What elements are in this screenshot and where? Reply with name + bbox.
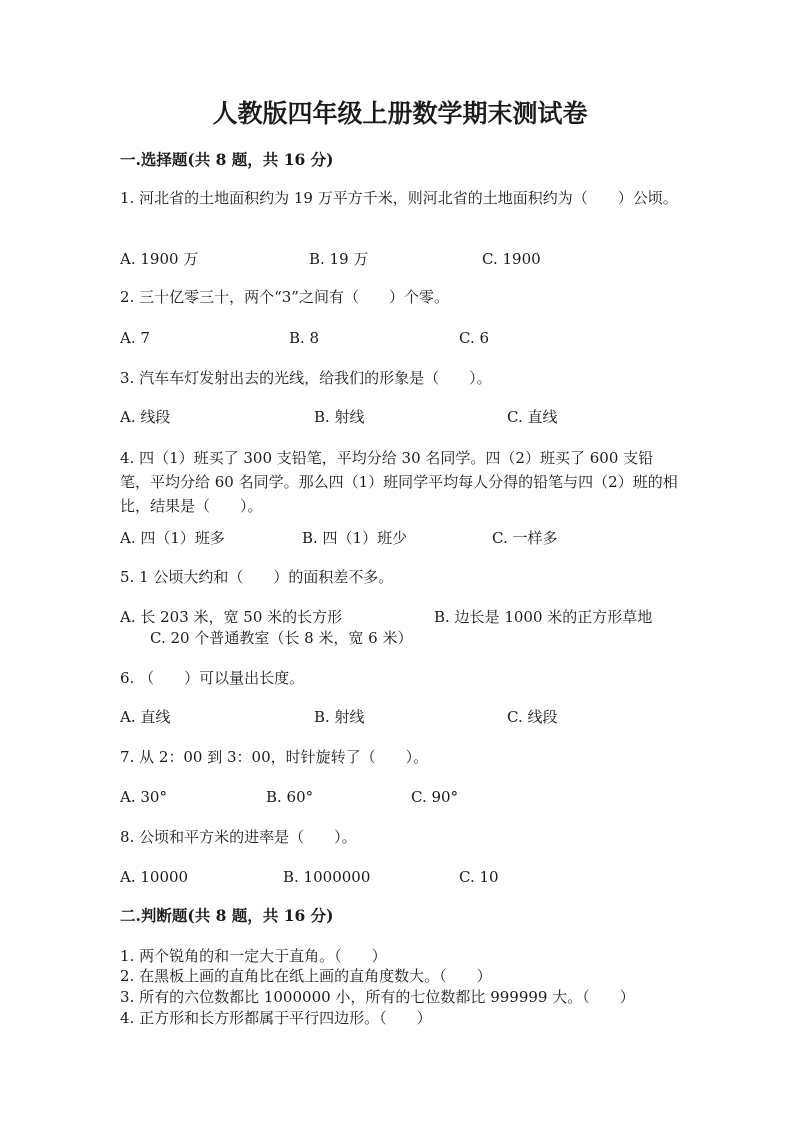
- true-false-item-3: 3. 所有的六位数都比 1000000 小，所有的七位数都比 999999 大。（ ）: [120, 988, 635, 1006]
- true-false-item-2: 2. 在黑板上画的直角比在纸上画的直角度数大。（ ）: [120, 967, 492, 985]
- question-7-option-a: A. 30°: [120, 788, 167, 806]
- question-8-option-c: C. 10: [459, 868, 499, 886]
- section-heading-choice: 一.选择题(共 8 题，共 16 分): [120, 150, 334, 169]
- question-4-option-a: A. 四（1）班多: [120, 529, 225, 547]
- question-3-option-b: B. 射线: [314, 408, 365, 426]
- question-7-option-c: C. 90°: [411, 788, 459, 806]
- question-4-option-b: B. 四（1）班少: [302, 529, 408, 547]
- question-5-option-c: C. 20 个普通教室（长 8 米，宽 6 米）: [150, 629, 413, 647]
- question-1-option-c: C. 1900: [482, 250, 541, 268]
- question-2-option-b: B. 8: [289, 329, 320, 347]
- true-false-item-4: 4. 正方形和长方形都属于平行四边形。（ ）: [120, 1009, 432, 1027]
- question-1-stem: 1. 河北省的土地面积约为 19 万平方千米，则河北省的土地面积约为（ ）公顷。: [120, 189, 678, 207]
- question-6-option-a: A. 直线: [120, 708, 171, 726]
- page-title: 人教版四年级上册数学期末测试卷: [212, 99, 588, 128]
- question-2-option-c: C. 6: [459, 329, 490, 347]
- question-4-stem: 4. 四（1）班买了 300 支铅笔，平均分给 30 名同学。四（2）班买了 600 支铅笔，平均分给 60 名同学。那么四（1）班同学平均每人分得的铅笔与四（2）班的相比，结果是（ ）。: [120, 449, 678, 515]
- question-5-option-b: B. 边长是 1000 米的正方形草地: [434, 608, 653, 626]
- question-3-stem: 3. 汽车车灯发射出去的光线，给我们的形象是（ ）。: [120, 369, 492, 387]
- question-3-option-c: C. 直线: [507, 408, 558, 426]
- question-7-option-b: B. 60°: [266, 788, 314, 806]
- question-1-option-a: A. 1900 万: [120, 250, 199, 268]
- question-1-option-b: B. 19 万: [309, 250, 369, 268]
- question-8-option-b: B. 1000000: [283, 868, 371, 886]
- question-8-option-a: A. 10000: [120, 868, 189, 886]
- true-false-item-1: 1. 两个锐角的和一定大于直角。（ ）: [120, 947, 387, 965]
- question-7-stem: 7. 从 2：00 到 3：00，时针旋转了（ ）。: [120, 748, 429, 766]
- question-4-option-c: C. 一样多: [492, 529, 558, 547]
- question-5-stem: 5. 1 公顷大约和（ ）的面积差不多。: [120, 568, 394, 586]
- question-3-option-a: A. 线段: [120, 408, 171, 426]
- question-6-option-b: B. 射线: [314, 708, 365, 726]
- question-6-option-c: C. 线段: [507, 708, 558, 726]
- question-6-stem: 6. （ ）可以量出长度。: [120, 669, 305, 687]
- section-heading-true-false: 二.判断题(共 8 题，共 16 分): [120, 906, 334, 925]
- question-2-stem: 2. 三十亿零三十，两个“3”之间有（ ）个零。: [120, 288, 449, 306]
- question-2-option-a: A. 7: [120, 329, 150, 347]
- question-8-stem: 8. 公顷和平方米的进率是（ ）。: [120, 828, 357, 846]
- question-5-option-a: A. 长 203 米，宽 50 米的长方形: [120, 608, 343, 626]
